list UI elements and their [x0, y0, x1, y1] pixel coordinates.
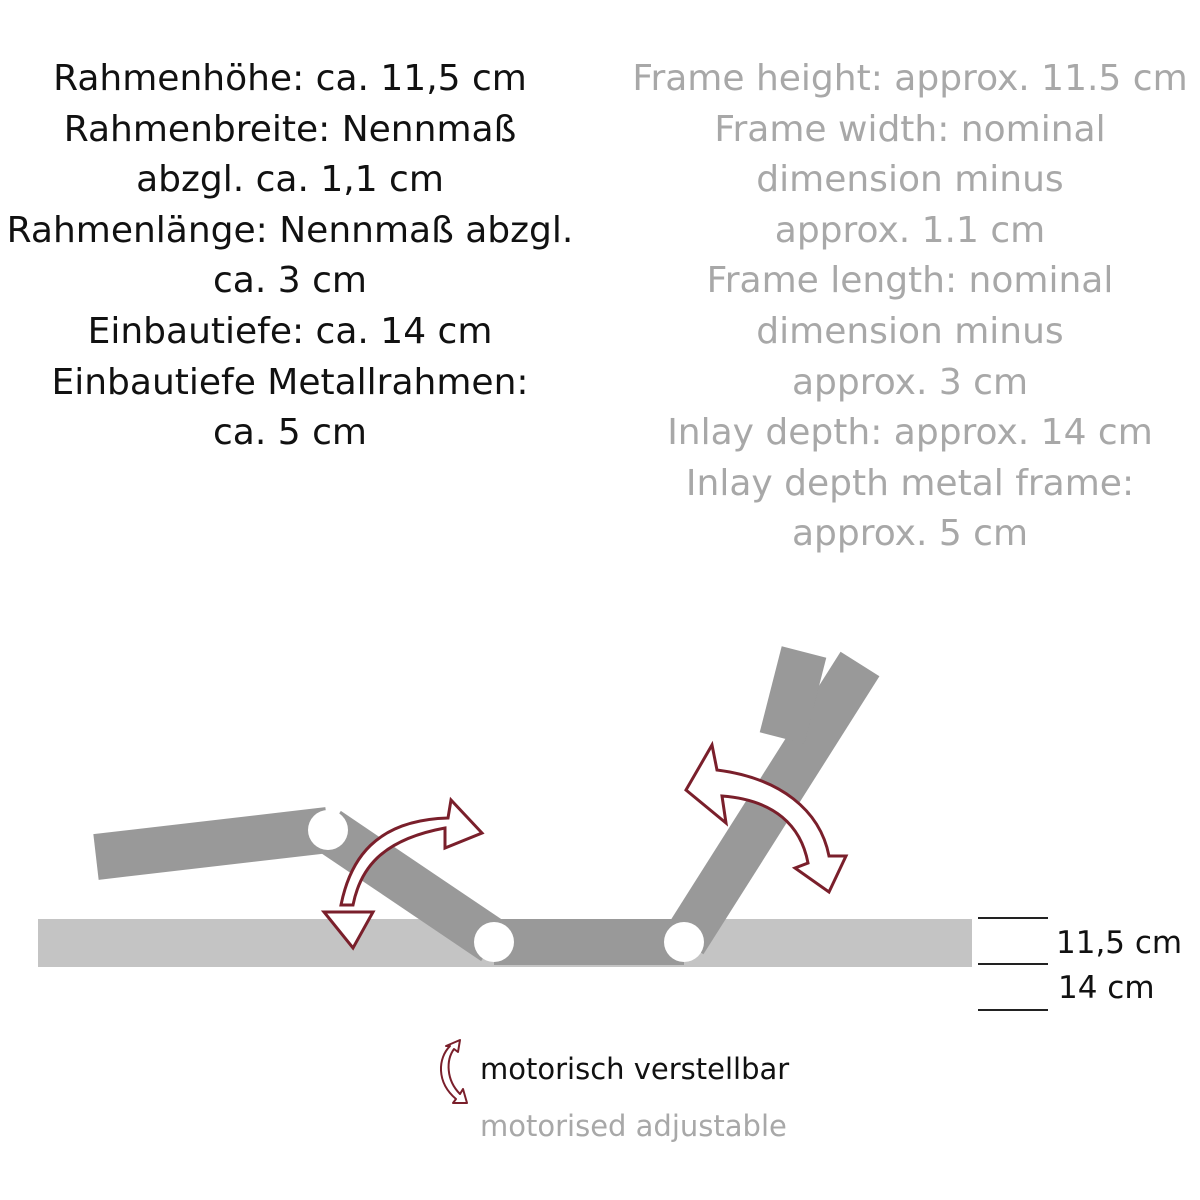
spec-line: Frame height: approx. 11.5 cm: [632, 58, 1188, 99]
spec-line: dimension minus: [756, 159, 1064, 201]
spec-line: Einbautiefe: ca. 14 cm: [87, 310, 493, 352]
legend-label-english: motorised adjustable: [480, 1109, 787, 1143]
joint-circle: [664, 922, 704, 962]
head-segment: [96, 830, 328, 857]
spec-line: dimension minus: [756, 310, 1064, 352]
joint-circle: [308, 810, 348, 850]
inlay-depth-label: 14 cm: [1058, 970, 1155, 1006]
spec-line: ca. 3 cm: [213, 260, 367, 302]
spec-line: approx. 1.1 cm: [774, 209, 1046, 251]
spec-line: Rahmenhöhe: ca. 11,5 cm: [53, 58, 527, 99]
joint-circle: [474, 922, 514, 962]
spec-line: Frame length: nominal: [706, 260, 1114, 302]
curved-double-arrow-icon: [441, 1040, 467, 1103]
spec-line: Frame width: nominal: [714, 108, 1106, 150]
spec-line: approx. 5 cm: [791, 513, 1029, 555]
spec-line: Inlay depth: approx. 14 cm: [667, 412, 1153, 454]
spec-line: Rahmenbreite: Nennmaß: [63, 108, 517, 150]
spec-line: abzgl. ca. 1,1 cm: [136, 159, 444, 201]
spec-line: approx. 3 cm: [791, 361, 1029, 403]
spec-line: Inlay depth metal frame:: [685, 462, 1135, 504]
spec-line: ca. 5 cm: [213, 412, 367, 454]
legend-label-german: motorisch verstellbar: [480, 1052, 790, 1086]
leg-segment: [782, 652, 804, 738]
spec-line: Rahmenlänge: Nennmaß abzgl.: [6, 209, 574, 251]
spec-line: Einbautiefe Metallrahmen:: [51, 361, 529, 403]
frame-height-label: 11,5 cm: [1056, 925, 1183, 961]
